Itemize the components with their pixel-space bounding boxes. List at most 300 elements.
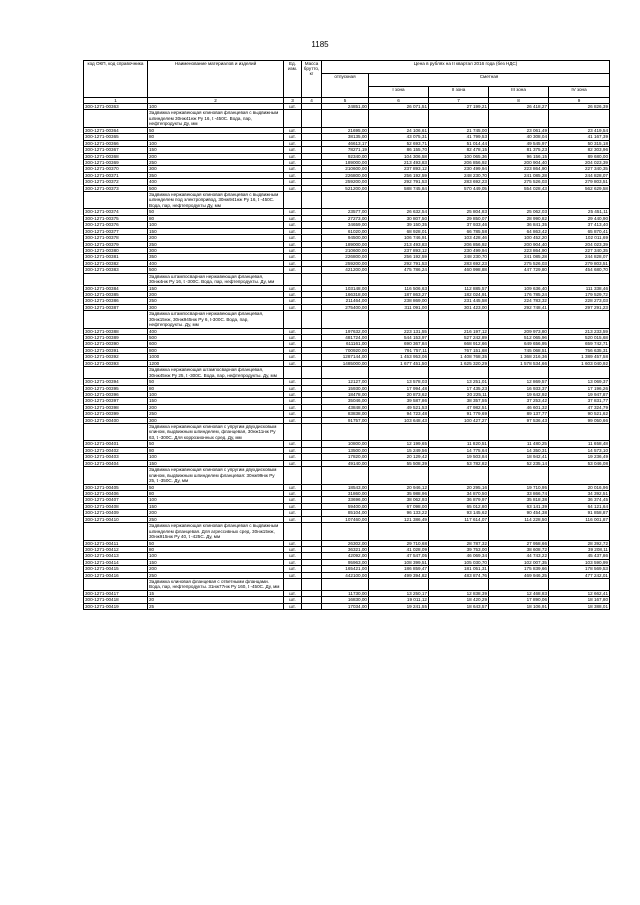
- section-empty-cell: [322, 273, 369, 285]
- zone-4-price: 90 521,62: [549, 411, 610, 417]
- zone-3-price: 44 743,22: [489, 553, 549, 559]
- section-header-row: [84, 191, 610, 209]
- zone-2-price: 28 787,32: [429, 540, 489, 546]
- item-unit: шт.: [284, 553, 302, 559]
- zone-4-price: 13 069,37: [549, 379, 610, 385]
- zone-3-price: 96 156,15: [489, 153, 549, 159]
- zone-1-price: 19 241,55: [369, 603, 429, 609]
- item-size: 400: [148, 179, 284, 185]
- okp-code: 300-1271-00364: [84, 127, 148, 133]
- release-price: 103148,00: [322, 285, 369, 291]
- zone-3-price: 64 863,42: [489, 228, 549, 234]
- zone-1-price: 52 693,71: [369, 140, 429, 146]
- section-empty-cell: [489, 423, 549, 441]
- zone-1-price: 17 994,48: [369, 385, 429, 391]
- zone-4-price: 111 338,46: [549, 285, 610, 291]
- zone-4-price: 64 121,64: [549, 503, 610, 509]
- item-unit: шт.: [284, 222, 302, 228]
- okp-code: 300-1271-00416: [84, 572, 148, 578]
- release-price: 38135,00: [322, 134, 369, 140]
- zone-4-price: 179 529,72: [549, 291, 610, 297]
- zone-2-price: 18 643,57: [429, 603, 489, 609]
- section-empty-cell: [429, 467, 489, 485]
- zone-3-price: 1 368 216,36: [489, 354, 549, 360]
- zone-2-price: 20 225,11: [429, 391, 489, 397]
- okp-code: 300-1271-00405: [84, 484, 148, 490]
- zone-2-price: 20 295,16: [429, 484, 489, 490]
- item-size: 250: [148, 298, 284, 304]
- zone-1-price: 19 011,12: [369, 597, 429, 603]
- section-empty-cell: [429, 523, 489, 541]
- item-unit: шт.: [284, 417, 302, 423]
- zone-4-price: 12 662,41: [549, 590, 610, 596]
- zone-3-price: 14 350,31: [489, 447, 549, 453]
- section-empty-cell: [284, 367, 302, 379]
- item-unit: шт.: [284, 447, 302, 453]
- item-unit: шт.: [284, 341, 302, 347]
- item-unit: шт.: [284, 603, 302, 609]
- item-unit: шт.: [284, 360, 302, 366]
- zone-4-price: 29 440,90: [549, 215, 610, 221]
- okp-code: 300-1271-00413: [84, 553, 148, 559]
- release-price: 24851,00: [322, 104, 369, 110]
- release-price: 1287144,00: [322, 354, 369, 360]
- section-empty-cell: [302, 578, 322, 590]
- item-size: 80: [148, 447, 284, 453]
- item-unit: шт.: [284, 104, 302, 110]
- zone-2-price: 19 503,84: [429, 454, 489, 460]
- zone-3-price: 223 864,90: [489, 247, 549, 253]
- item-size: 100: [148, 497, 284, 503]
- item-size: 300: [148, 166, 284, 172]
- okp-code: 300-1271-00390: [84, 341, 148, 347]
- section-header-row: [84, 273, 610, 285]
- item-unit: шт.: [284, 166, 302, 172]
- zone-4-price: 47 324,79: [549, 404, 610, 410]
- zone-4-price: 65 870,41: [549, 228, 610, 234]
- zone-4-price: 18 388,01: [549, 603, 610, 609]
- okp-code: 300-1271-00380: [84, 247, 148, 253]
- section-empty-cell: [429, 273, 489, 285]
- zone-2-price: 66 785,58: [429, 228, 489, 234]
- zone-4-price: 34 392,51: [549, 490, 610, 496]
- release-price: 611161,00: [322, 341, 369, 347]
- item-size: 100: [148, 391, 284, 397]
- okp-code: 300-1271-00415: [84, 566, 148, 572]
- zone-2-price: 46 069,34: [429, 553, 489, 559]
- col-number-1: 1: [84, 98, 148, 104]
- zone-3-price: 1 578 534,66: [489, 360, 549, 366]
- zone-3-price: 275 526,03: [489, 260, 549, 266]
- section-empty-cell: [429, 578, 489, 590]
- item-unit: шт.: [284, 546, 302, 552]
- header-release-price: отпускная: [322, 74, 369, 98]
- col-number-6: 6: [369, 98, 429, 104]
- zone-1-price: 96 133,22: [369, 510, 429, 516]
- zone-4-price: 53 046,08: [549, 460, 610, 466]
- okp-code: 300-1271-00370: [84, 166, 148, 172]
- zone-3-price: 102 007,35: [489, 559, 549, 565]
- item-unit: шт.: [284, 566, 302, 572]
- item-unit: шт.: [284, 460, 302, 466]
- zone-3-price: 38 608,72: [489, 546, 549, 552]
- item-unit: шт.: [284, 490, 302, 496]
- zone-2-price: 216 197,12: [429, 328, 489, 334]
- release-price: 43848,00: [322, 404, 369, 410]
- zone-2-price: 570 449,05: [429, 185, 489, 191]
- okp-code: 300-1271-00395: [84, 385, 148, 391]
- zone-4-price: 228 273,03: [549, 298, 610, 304]
- item-size: 250: [148, 411, 284, 417]
- zone-3-price: 28 990,82: [489, 215, 549, 221]
- section-empty-cell: [369, 367, 429, 379]
- item-size: 150: [148, 147, 284, 153]
- zone-4-price: 37 831,77: [549, 398, 610, 404]
- item-size: 150: [148, 228, 284, 234]
- zone-4-price: 45 437,86: [549, 553, 610, 559]
- zone-2-price: 527 242,89: [429, 335, 489, 341]
- item-size: 300: [148, 417, 284, 423]
- section-empty-cell: [322, 578, 369, 590]
- item-unit: шт.: [284, 379, 302, 385]
- okp-code: 300-1271-00378: [84, 235, 148, 241]
- zone-3-price: 223 864,90: [489, 166, 549, 172]
- section-empty-cell: [284, 191, 302, 209]
- item-size: 200: [148, 404, 284, 410]
- zone-4-price: 178 569,53: [549, 566, 610, 572]
- release-price: 211464,00: [322, 298, 369, 304]
- item-size: 25: [148, 603, 284, 609]
- zone-2-price: 460 998,88: [429, 267, 489, 273]
- col-number-8: 8: [489, 98, 549, 104]
- zone-4-price: 204 023,39: [549, 241, 610, 247]
- zone-2-price: 21 745,00: [429, 127, 489, 133]
- zone-3-price: 176 785,24: [489, 291, 549, 297]
- section-empty-cell: [489, 191, 549, 209]
- item-size: 100: [148, 104, 284, 110]
- section-empty-cell: [369, 578, 429, 590]
- zone-4-price: 227 340,35: [549, 247, 610, 253]
- zone-2-price: 91 779,69: [429, 411, 489, 417]
- zone-4-price: 41 167,39: [549, 134, 610, 140]
- zone-3-price: 241 085,28: [489, 172, 549, 178]
- header-name: Наименование материалов и изделий: [148, 61, 284, 98]
- zone-1-price: 223 131,55: [369, 328, 429, 334]
- zone-1-price: 237 893,12: [369, 247, 429, 253]
- item-size: 500: [148, 267, 284, 273]
- item-unit: шт.: [284, 597, 302, 603]
- item-unit: шт.: [284, 516, 302, 522]
- zone-2-price: 41 799,53: [429, 134, 489, 140]
- zone-4-price: 244 828,07: [549, 254, 610, 260]
- col-number-7: 7: [429, 98, 489, 104]
- release-price: 61020,00: [322, 228, 369, 234]
- section-description: Задвижка нержавеющая клиновая фланцевая с выдвижным шпинделем 30нж41нж Ру 16, t -450С. Вода, пар, нефтепродукты Ду, мм: [148, 110, 284, 128]
- zone-3-price: 12 869,57: [489, 379, 549, 385]
- section-code-cell: [84, 367, 148, 379]
- section-empty-cell: [322, 110, 369, 128]
- okp-code: 300-1271-00406: [84, 490, 148, 496]
- item-unit: шт.: [284, 354, 302, 360]
- section-empty-cell: [489, 467, 549, 485]
- item-unit: шт.: [284, 572, 302, 578]
- okp-code: 300-1271-00383: [84, 267, 148, 273]
- zone-1-price: 256 192,59: [369, 254, 429, 260]
- section-code-cell: [84, 311, 148, 329]
- zone-2-price: 105 030,70: [429, 559, 489, 565]
- zone-1-price: 475 786,24: [369, 267, 429, 273]
- item-size: 80: [148, 215, 284, 221]
- section-code-cell: [84, 467, 148, 485]
- section-description: Задвижка нержавеющая клиновая фланцевая с выдвижным шпинделем фланцевая. Для агрессивных сред. 30нж15нж, 30нж915нж Ру 40, t -425С. Ду, мм: [148, 523, 284, 541]
- item-size: 1200: [148, 360, 284, 366]
- zone-1-price: 55 508,39: [369, 460, 429, 466]
- okp-code: 300-1271-00394: [84, 379, 148, 385]
- release-price: 91757,00: [322, 417, 369, 423]
- okp-code: 300-1271-00386: [84, 298, 148, 304]
- section-empty-cell: [322, 191, 369, 209]
- release-price: 197632,00: [322, 328, 369, 334]
- item-unit: шт.: [284, 215, 302, 221]
- okp-code: 300-1271-00402: [84, 447, 148, 453]
- release-price: 21695,00: [322, 127, 369, 133]
- section-empty-cell: [369, 523, 429, 541]
- item-unit: шт.: [284, 454, 302, 460]
- zone-4-price: 17 196,26: [549, 385, 610, 391]
- zone-1-price: 121 386,49: [369, 516, 429, 522]
- item-unit: шт.: [284, 328, 302, 334]
- zone-4-price: 19 947,87: [549, 391, 610, 397]
- item-size: 50: [148, 379, 284, 385]
- zone-1-price: 791 757,11: [369, 347, 429, 353]
- zone-3-price: 114 228,50: [489, 516, 549, 522]
- zone-1-price: 20 129,42: [369, 454, 429, 460]
- item-unit: шт.: [284, 411, 302, 417]
- zone-1-price: 35 988,96: [369, 490, 429, 496]
- header-estimate: Сметная: [369, 74, 610, 87]
- zone-3-price: 23 061,49: [489, 127, 549, 133]
- zone-4-price: 14 573,10: [549, 447, 610, 453]
- okp-code: 300-1271-00409: [84, 510, 148, 516]
- okp-code: 300-1271-00388: [84, 328, 148, 334]
- header-zone-3: III зона: [489, 87, 549, 98]
- section-empty-cell: [549, 578, 610, 590]
- col-number-3: 3: [284, 98, 302, 104]
- release-price: 210600,00: [322, 247, 369, 253]
- release-price: 78271,19: [322, 147, 369, 153]
- release-price: 23577,00: [322, 209, 369, 215]
- okp-code: 300-1271-00367: [84, 147, 148, 153]
- zone-4-price: 1 389 457,58: [549, 354, 610, 360]
- section-description: Задвижка нержавеющая штампосварная фланцевая, 30нж45нж Ру 25, t -300С. Вода, пар, нефтепродукты. Ду, мм: [148, 367, 284, 379]
- zone-3-price: 40 308,04: [489, 134, 549, 140]
- section-empty-cell: [284, 110, 302, 128]
- section-empty-cell: [369, 423, 429, 441]
- zone-1-price: 116 506,63: [369, 285, 429, 291]
- zone-2-price: 18 420,29: [429, 597, 489, 603]
- item-unit: шт.: [284, 441, 302, 447]
- release-price: 16830,00: [322, 597, 369, 603]
- zone-4-price: 19 236,49: [549, 454, 610, 460]
- section-empty-cell: [549, 523, 610, 541]
- okp-code: 300-1271-00412: [84, 546, 148, 552]
- section-empty-cell: [429, 423, 489, 441]
- section-code-cell: [84, 191, 148, 209]
- section-description: Задвижка нержавеющая клиновая с упругим двухдисковым клином, выдвижным шпинделем, фланцевая, 30нж11нж Ру 63, t -300С. Для коррозионных сред. Ду, мм: [148, 423, 284, 441]
- zone-3-price: 18 942,41: [489, 454, 549, 460]
- release-price: 210600,00: [322, 166, 369, 172]
- header-zone-2: II зона: [429, 87, 489, 98]
- header-zone-1: I зона: [369, 87, 429, 98]
- zone-3-price: 33 866,74: [489, 490, 549, 496]
- item-size: 50: [148, 441, 284, 447]
- release-price: 189000,00: [322, 159, 369, 165]
- price-table: [83, 60, 610, 610]
- zone-4-price: 116 001,87: [549, 516, 610, 522]
- zone-4-price: 25 451,11: [549, 209, 610, 215]
- item-size: 200: [148, 291, 284, 297]
- item-size: 250: [148, 159, 284, 165]
- item-unit: шт.: [284, 235, 302, 241]
- zone-2-price: 47 982,51: [429, 404, 489, 410]
- item-unit: шт.: [284, 398, 302, 404]
- zone-4-price: 89 680,00: [549, 153, 610, 159]
- section-empty-cell: [302, 367, 322, 379]
- zone-1-price: 41 028,09: [369, 546, 429, 552]
- item-size: 600: [148, 341, 284, 347]
- item-size: 150: [148, 398, 284, 404]
- zone-3-price: 241 085,28: [489, 254, 549, 260]
- okp-code: 300-1271-00401: [84, 441, 148, 447]
- okp-code: 300-1271-00382: [84, 260, 148, 266]
- okp-code: 300-1271-00371: [84, 172, 148, 178]
- section-empty-cell: [489, 367, 549, 379]
- zone-2-price: 25 804,83: [429, 209, 489, 215]
- zone-1-price: 104 306,58: [369, 153, 429, 159]
- zone-1-price: 213 493,83: [369, 241, 429, 247]
- okp-code: 300-1271-00414: [84, 559, 148, 565]
- zone-2-price: 117 614,07: [429, 516, 489, 522]
- zone-3-price: 649 656,95: [489, 341, 549, 347]
- header-price-title: Цена в рублях на II квартал 2016 года (без НДС): [322, 61, 610, 74]
- zone-3-price: 81 375,23: [489, 147, 549, 153]
- item-unit: шт.: [284, 590, 302, 596]
- item-unit: шт.: [284, 134, 302, 140]
- zone-4-price: 227 340,35: [549, 166, 610, 172]
- item-size: 200: [148, 566, 284, 572]
- zone-2-price: 230 499,94: [429, 247, 489, 253]
- zone-3-price: 200 904,40: [489, 159, 549, 165]
- okp-code: 300-1271-00404: [84, 460, 148, 466]
- zone-3-price: 97 536,43: [489, 417, 549, 423]
- zone-4-price: 1 603 040,92: [549, 360, 610, 366]
- zone-4-price: 244 828,07: [549, 172, 610, 178]
- header-unit: Ед. изм.: [284, 61, 302, 98]
- section-empty-cell: [369, 467, 429, 485]
- item-unit: шт.: [284, 179, 302, 185]
- item-size: 350: [148, 172, 284, 178]
- zone-2-price: 51 014,44: [429, 140, 489, 146]
- section-empty-cell: [322, 523, 369, 541]
- item-unit: шт.: [284, 335, 302, 341]
- col-number-4: 4: [302, 98, 322, 104]
- okp-code: 300-1271-00408: [84, 503, 148, 509]
- item-size: 250: [148, 516, 284, 522]
- zone-2-price: 283 692,23: [429, 260, 489, 266]
- item-unit: шт.: [284, 209, 302, 215]
- col-number-5: 5: [322, 98, 369, 104]
- zone-1-price: 94 723,48: [369, 411, 429, 417]
- okp-code: 300-1271-00407: [84, 497, 148, 503]
- zone-4-price: 279 803,51: [549, 260, 610, 266]
- zone-4-price: 91 858,87: [549, 510, 610, 516]
- zone-1-price: 187 863,27: [369, 291, 429, 297]
- okp-code: 300-1271-00365: [84, 134, 148, 140]
- item-unit: шт.: [284, 260, 302, 266]
- zone-2-price: 100 065,36: [429, 153, 489, 159]
- item-size: 300: [148, 247, 284, 253]
- zone-4-price: 756 635,31: [549, 347, 610, 353]
- okp-code: 300-1271-00391: [84, 347, 148, 353]
- section-empty-cell: [549, 110, 610, 128]
- zone-3-price: 100 452,20: [489, 235, 549, 241]
- zone-4-price: 11 658,48: [549, 441, 610, 447]
- zone-1-price: 30 807,50: [369, 215, 429, 221]
- zone-3-price: 35 818,38: [489, 497, 549, 503]
- zone-4-price: 20 016,96: [549, 484, 610, 490]
- zone-1-price: 38 062,93: [369, 497, 429, 503]
- zone-1-price: 67 098,00: [369, 503, 429, 509]
- item-unit: шт.: [284, 247, 302, 253]
- zone-3-price: 200 904,40: [489, 241, 549, 247]
- zone-2-price: 301 423,00: [429, 304, 489, 310]
- section-empty-cell: [284, 523, 302, 541]
- section-description: Задвижка штампосварная нержавеющая фланцевая, 30нж4нж Ру 16, t -300С. Вода, пар, нефтепродукты. Ду, мм: [148, 273, 284, 285]
- section-empty-cell: [549, 273, 610, 285]
- okp-code: 300-1271-00397: [84, 398, 148, 404]
- zone-2-price: 206 856,92: [429, 241, 489, 247]
- item-size: 200: [148, 510, 284, 516]
- release-price: 700920,00: [322, 347, 369, 353]
- release-price: 33696,00: [322, 497, 369, 503]
- item-unit: шт.: [284, 153, 302, 159]
- zone-2-price: 231 445,58: [429, 298, 489, 304]
- section-header-row: [84, 367, 610, 379]
- item-size: 50: [148, 484, 284, 490]
- release-price: 92340,00: [322, 153, 369, 159]
- zone-1-price: 29 710,68: [369, 540, 429, 546]
- header-zone-4: IV зона: [549, 87, 610, 98]
- zone-1-price: 1 453 953,06: [369, 354, 429, 360]
- okp-code: 300-1271-00366: [84, 140, 148, 146]
- zone-2-price: 248 230,70: [429, 254, 489, 260]
- release-price: 15930,00: [322, 385, 369, 391]
- section-empty-cell: [489, 523, 549, 541]
- zone-1-price: 26 632,54: [369, 209, 429, 215]
- item-unit: шт.: [284, 497, 302, 503]
- okp-code: 300-1271-00385: [84, 291, 148, 297]
- zone-2-price: 483 874,76: [429, 572, 489, 578]
- zone-2-price: 65 012,80: [429, 503, 489, 509]
- zone-1-price: 103 648,43: [369, 417, 429, 423]
- section-description: Задвижка штампосварная нержавеющая фланцевая, 30нж15нж, 30нж945нж Ру 6, t-300С. Вода, пар, нефтепродукты. Ду, мм: [148, 311, 284, 329]
- zone-4-price: 297 291,23: [549, 304, 610, 310]
- zone-4-price: 454 680,70: [549, 267, 610, 273]
- section-header-row: [84, 523, 610, 541]
- section-empty-cell: [489, 311, 549, 329]
- zone-4-price: 18 167,80: [549, 597, 610, 603]
- okp-code: 300-1271-00381: [84, 254, 148, 260]
